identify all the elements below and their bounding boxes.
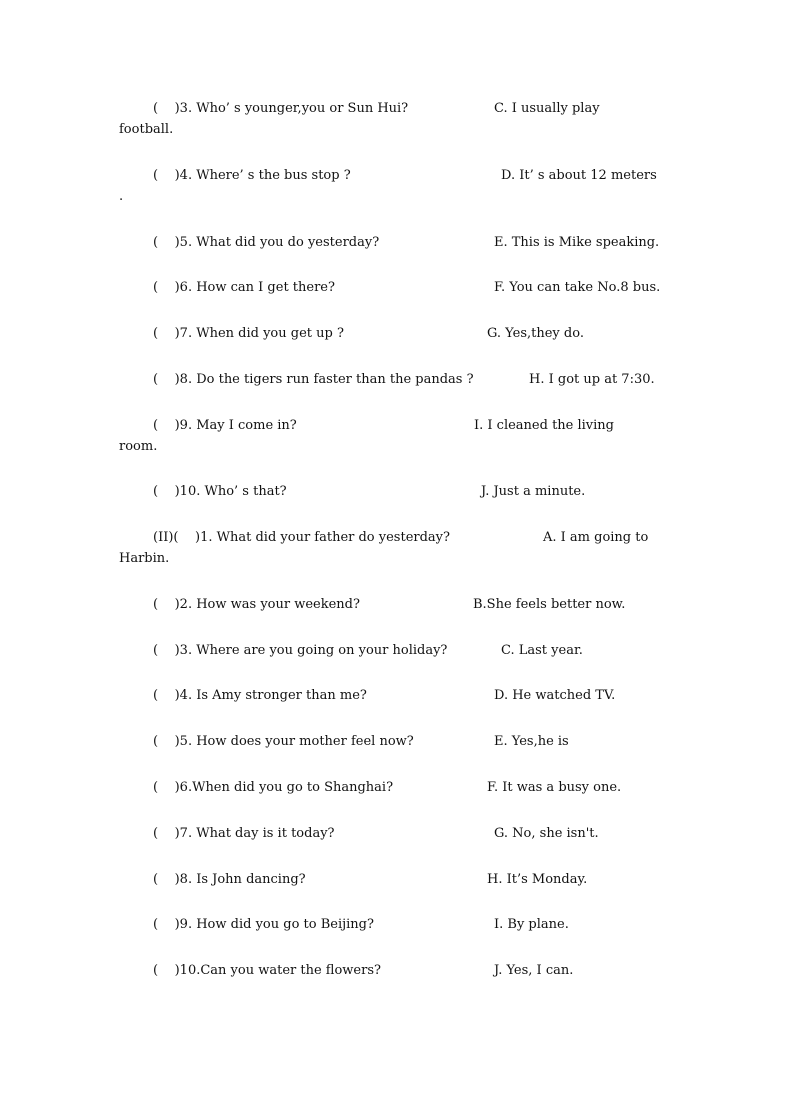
section2-question-7: ( )7. What day is it today? <box>153 826 335 841</box>
question-8: ( )8. Do the tigers run faster than the pandas ? <box>153 372 474 387</box>
section2-question-5: ( )5. How does your mother feel now? <box>153 734 414 749</box>
answer-e: E. This is Mike speaking. <box>494 235 660 250</box>
answer-j: J. Just a minute. <box>481 484 586 499</box>
section2-answer-g: G. No, she isn't. <box>494 826 599 841</box>
section2-answer-d: D. He watched TV. <box>494 688 616 703</box>
section2-answer-b: B.She feels better now. <box>473 597 626 612</box>
question-3: ( )3. Who’ s younger,you or Sun Hui? <box>153 101 409 116</box>
section2-question-8: ( )8. Is John dancing? <box>153 872 306 887</box>
answer-h: H. I got up at 7:30. <box>529 372 655 387</box>
answer-d: D. It’ s about 12 meters <box>501 168 657 183</box>
question-5: ( )5. What did you do yesterday? <box>153 235 380 250</box>
question-9: ( )9. May I come in? <box>153 418 297 433</box>
answer-f: F. You can take No.8 bus. <box>494 280 661 295</box>
section2-answer-c: C. Last year. <box>501 643 583 658</box>
section2-question-10: ( )10.Can you water the flowers? <box>153 963 381 978</box>
section2-question-3: ( )3. Where are you going on your holiday? <box>153 643 448 658</box>
question-4: ( )4. Where’ s the bus stop ? <box>153 168 351 183</box>
answer-c-continued: football. <box>119 122 174 137</box>
section2-answer-h: H. It’s Monday. <box>487 872 588 887</box>
question-7: ( )7. When did you get up ? <box>153 326 344 341</box>
section2-answer-e: E. Yes,he is <box>494 734 569 749</box>
section2-answer-a: A. I am going to <box>543 530 649 545</box>
section2-question-6: ( )6.When did you go to Shanghai? <box>153 780 394 795</box>
section2-question-9: ( )9. How did you go to Beijing? <box>153 917 374 932</box>
section2-question-2: ( )2. How was your weekend? <box>153 597 360 612</box>
section2-answer-j: J. Yes, I can. <box>494 963 574 978</box>
section2-question-1: (II)( )1. What did your father do yesterday? <box>153 530 450 545</box>
answer-d-continued: . <box>119 189 124 204</box>
answer-i-continued: room. <box>119 439 158 454</box>
answer-i: I. I cleaned the living <box>474 418 615 433</box>
section2-question-4: ( )4. Is Amy stronger than me? <box>153 688 367 703</box>
answer-g: G. Yes,they do. <box>487 326 584 341</box>
section2-answer-a-continued: Harbin. <box>119 551 170 566</box>
answer-c: C. I usually play <box>494 101 600 116</box>
section2-answer-f: F. It was a busy one. <box>487 780 622 795</box>
question-6: ( )6. How can I get there? <box>153 280 335 295</box>
question-10: ( )10. Who’ s that? <box>153 484 287 499</box>
section2-answer-i: I. By plane. <box>494 917 569 932</box>
